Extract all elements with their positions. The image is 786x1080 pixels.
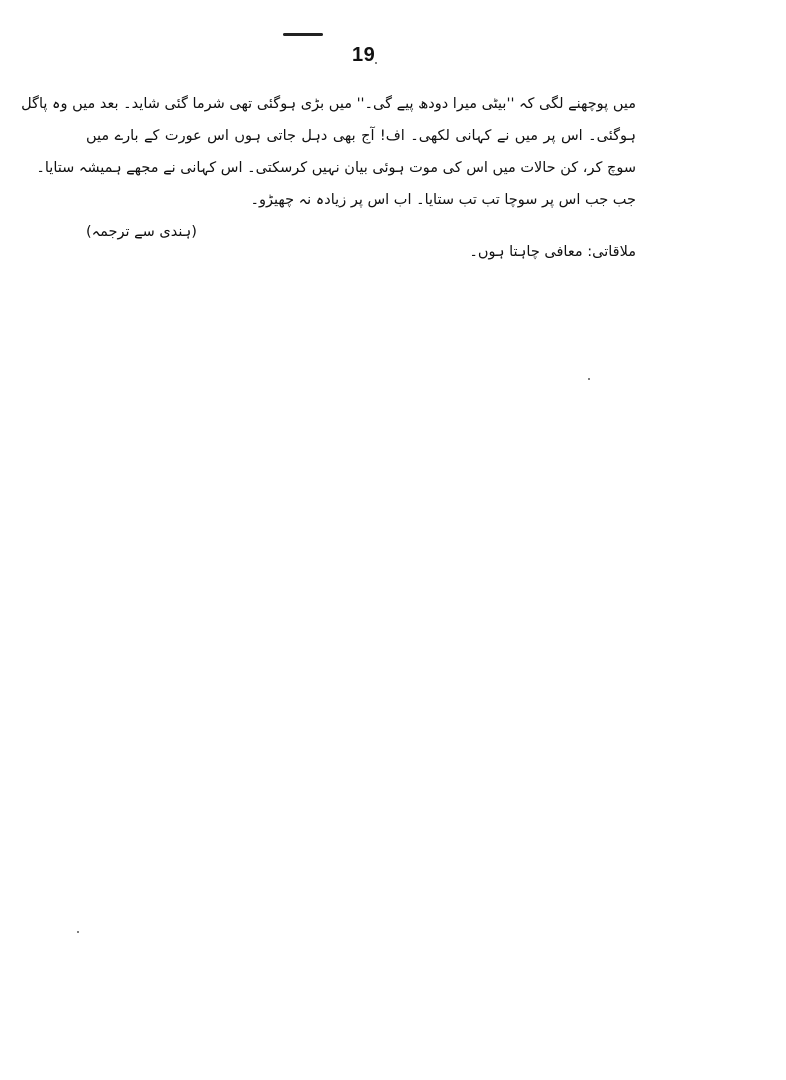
closing-line: ملاقاتی: معافی چاہتا ہوں۔ <box>469 244 636 260</box>
text-line-3: سوچ کر، کن حالات میں اس کی موت ہوئی بیان نہیں کرسکتی۔ اس کہانی نے مجھے ہمیشہ ستایا۔ <box>36 160 636 176</box>
translation-note: (ہندی سے ترجمہ) <box>86 224 197 240</box>
scan-artifact <box>283 33 323 36</box>
closing-row <box>86 216 636 280</box>
scan-speck <box>375 62 377 64</box>
page-number: 19 <box>352 44 376 66</box>
text-line-1: میں پوچھنے لگی کہ ''بیٹی میرا دودھ پیے گی۔'' میں بڑی ہوگئی تھی شرما گئی شاید۔ بعد میں وہ پاگل <box>21 96 636 112</box>
text-line-2: ہوگئی۔ اس پر میں نے کہانی لکھی۔ اف! آج بھی دہل جاتی ہوں اس عورت کے بارے میں <box>86 128 636 144</box>
page-body <box>21 88 636 280</box>
scan-speck <box>588 378 590 380</box>
text-line-4: جب جب اس پر سوچا تب تب ستایا۔ اب اس پر زیادہ نہ چھیڑو۔ <box>250 192 636 208</box>
scan-speck <box>77 931 79 933</box>
